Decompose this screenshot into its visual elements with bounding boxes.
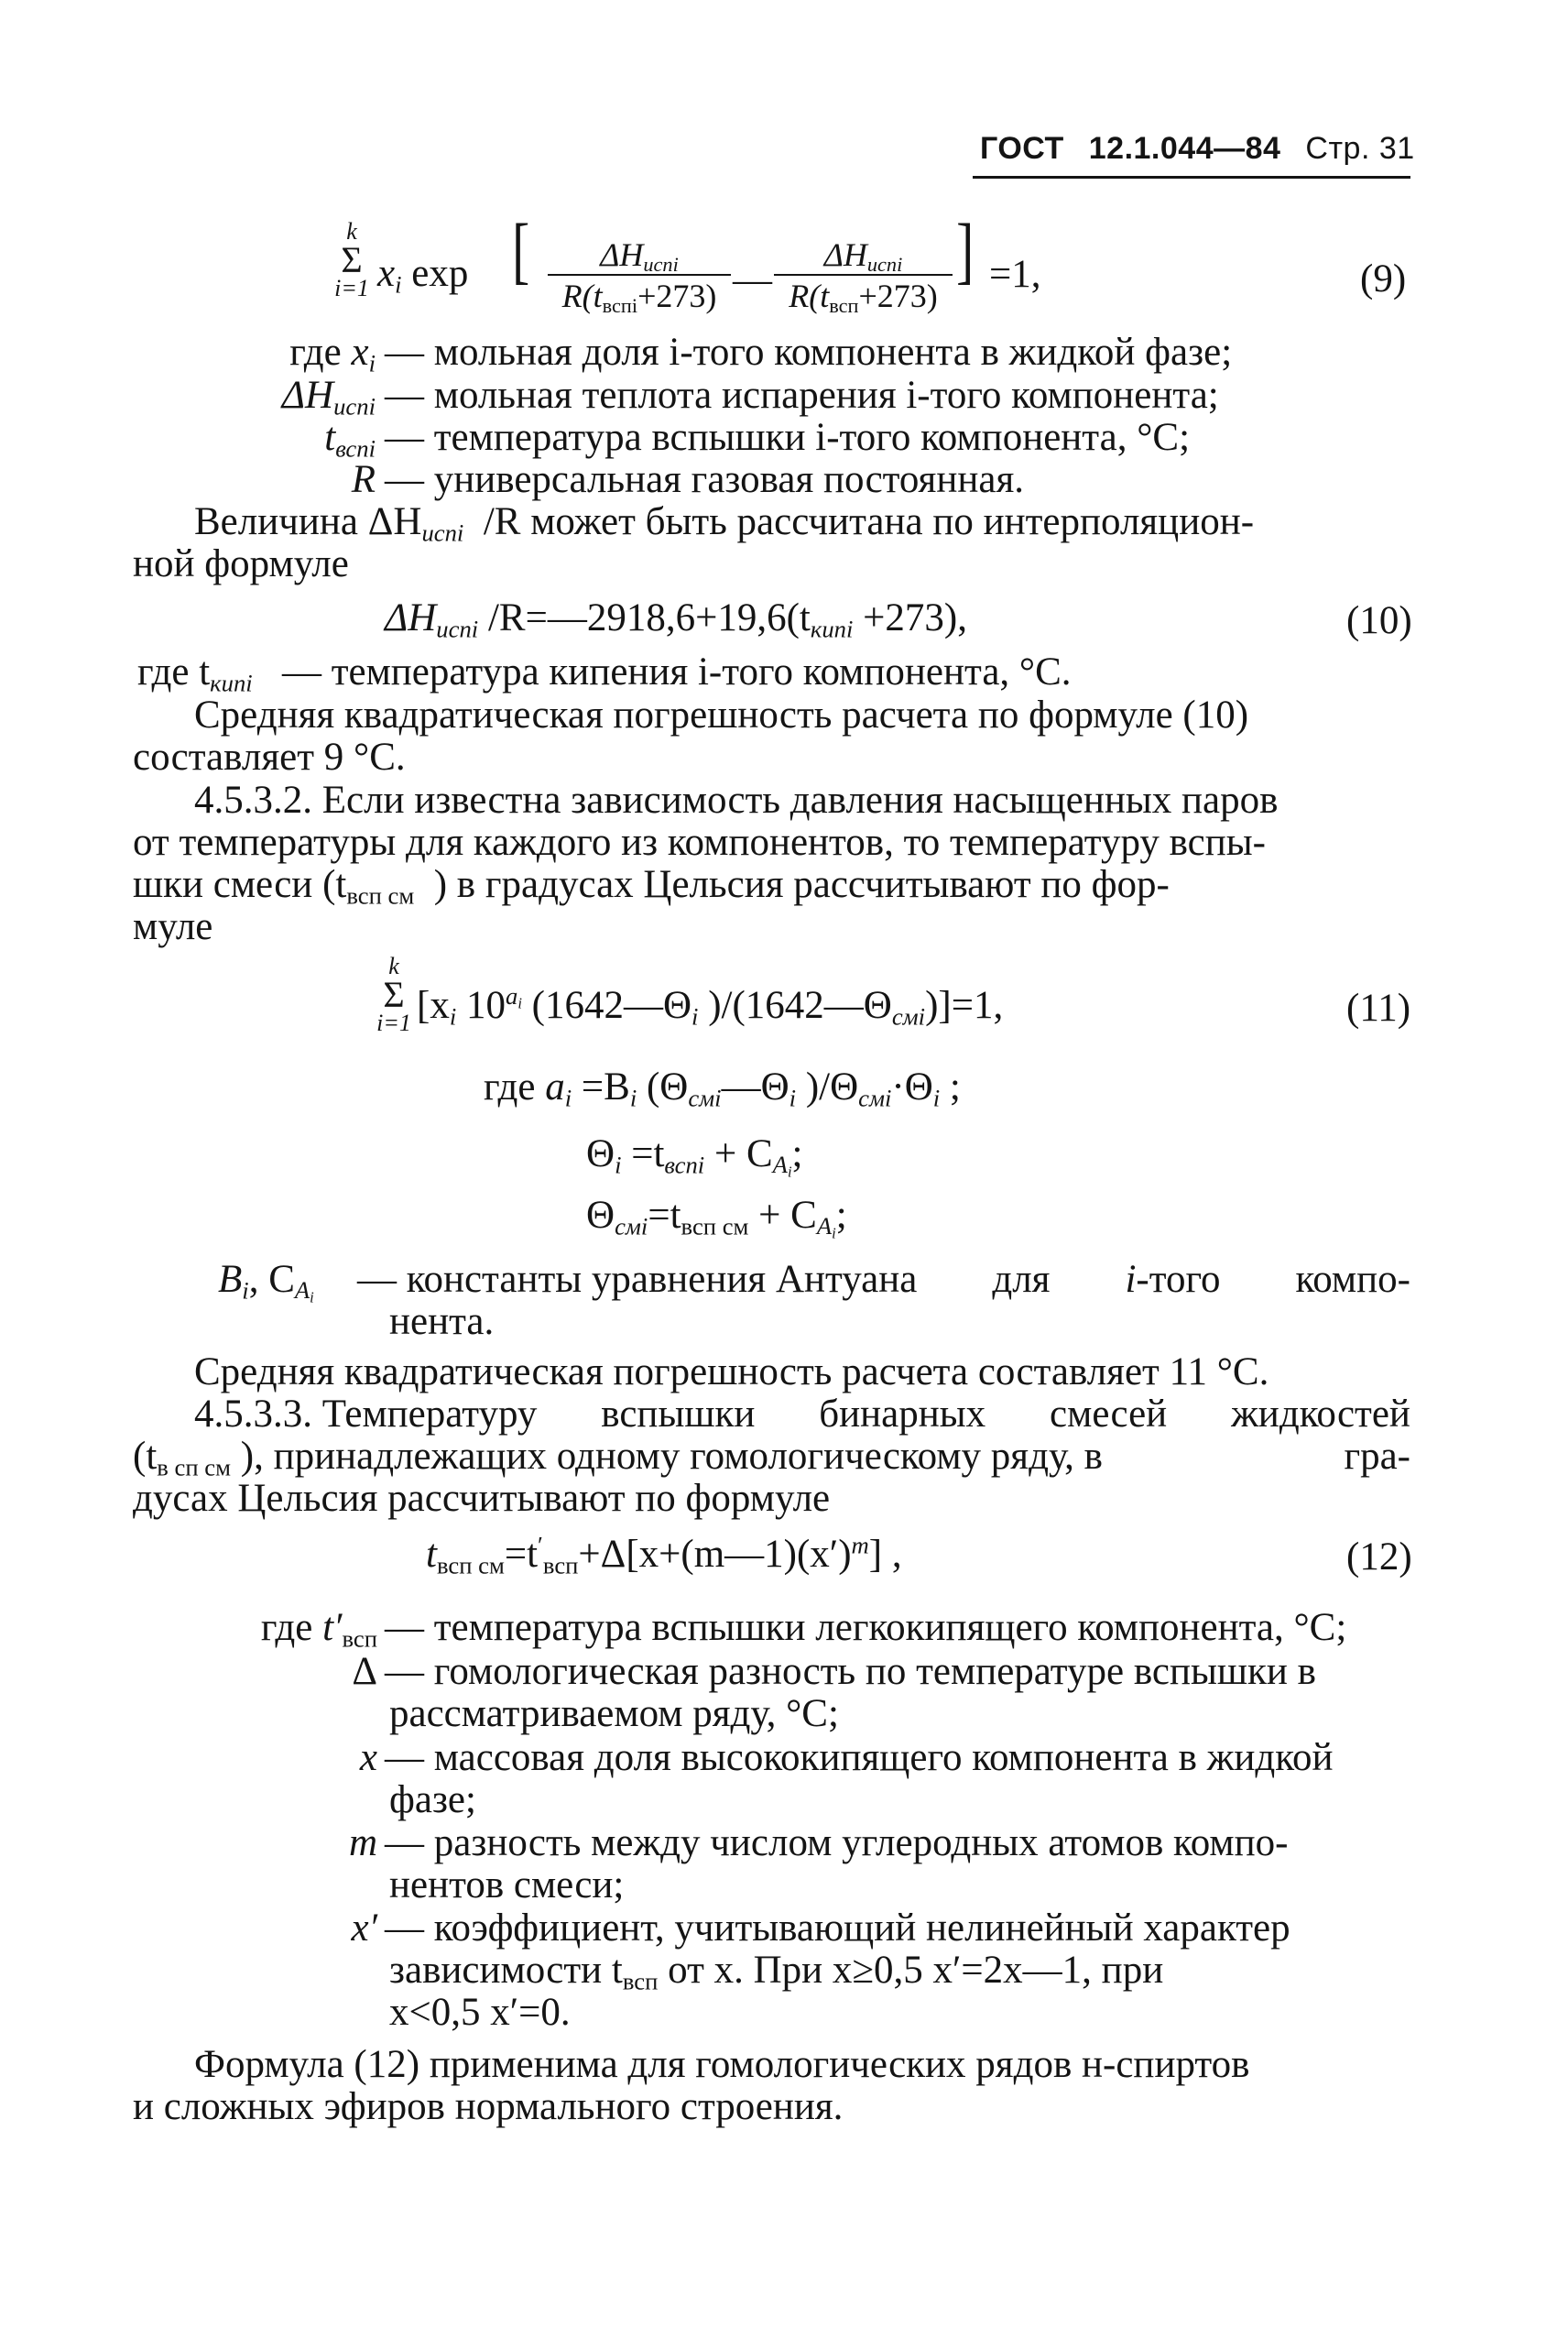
right-bracket: ] bbox=[956, 208, 975, 291]
eq11-number: (11) bbox=[1346, 987, 1411, 1030]
where-text: — температура вспышки i-того компонента, °С; bbox=[385, 416, 1191, 459]
where-label: где $x_i$ bbox=[289, 331, 376, 377]
sum-symbol: k Σ i=1 bbox=[334, 218, 369, 301]
where-11-text: — константы уравнения Антуана для i-того компо- bbox=[357, 1258, 1410, 1301]
paragraph-value-line2: ной формуле bbox=[133, 542, 349, 585]
eq10-number: (10) bbox=[1346, 599, 1412, 642]
page-number: Стр. 31 bbox=[1305, 131, 1415, 166]
section-4532-line3: шки смеси ($t_{всп см}$ ) в градусах Цельсия рассчитывают по фор- bbox=[133, 863, 1170, 910]
where-label: x′ bbox=[351, 1906, 377, 1950]
section-4532-line2: от температуры для каждого из компонентов, то температуру вспы- bbox=[133, 821, 1266, 864]
where-11-line2: нента. bbox=[389, 1300, 495, 1343]
paragraph-value-line1: Величина $\Delta H_{испi}$ /R может быть рассчитана по интерполяцион- bbox=[194, 500, 1255, 547]
standard-number: 12.1.044—84 bbox=[1088, 131, 1281, 166]
section-4533-line3: дусах Цельсия рассчитывают по формуле bbox=[133, 1477, 831, 1520]
eq11-where-line1: где $a_i =B_i$ ($\Theta_{смi}—\Theta_i$ )$/\Theta_{смi}\cdot\Theta_i$ ; bbox=[484, 1065, 961, 1112]
equation-12: $t_{всп см}=t'_{всп}+\Delta[x+(m—1)(x')^m]$ , bbox=[426, 1531, 902, 1579]
where-text-cont: x<0,5 x′=0. bbox=[389, 1991, 571, 2034]
formula12-paragraph-line2: и сложных эфиров нормального строения. bbox=[133, 2085, 844, 2128]
eq9-rhs: =1, bbox=[989, 253, 1041, 296]
section-4532-line1: 4.5.3.2. Если известна зависимость давления насыщенных паров bbox=[194, 779, 1279, 822]
where-label: x bbox=[359, 1736, 377, 1779]
where-text: — коэффициент, учитывающий нелинейный характер bbox=[385, 1906, 1290, 1950]
equation-10: $\Delta H_{испi}$ $/R=—2918,6+19,6(t_{кипi} +273)$, bbox=[385, 596, 967, 643]
where-label: $\Delta H_{испi}$ bbox=[281, 374, 376, 421]
where-10: где $t_{кипi}$ — температура кипения i-того компонента, °С. bbox=[137, 650, 1072, 697]
equation-11: [$x_i$ $10^{a_i}$ ($1642—\Theta_i$ )$/(1642—\Theta_{смi})]=1$, bbox=[417, 982, 1004, 1031]
where-text-cont: зависимости $t_{всп}$ от x. При x≥0,5 x′=2x—1, при bbox=[389, 1949, 1164, 1995]
formula12-paragraph-line1: Формула (12) применима для гомологических рядов н-спиртов bbox=[194, 2043, 1250, 2086]
where-text-cont: рассматриваемом ряду, °С; bbox=[389, 1692, 839, 1735]
where-text: — мольная теплота испарения i-того компонента; bbox=[385, 374, 1219, 417]
where-text-cont: нентов смеси; bbox=[389, 1863, 625, 1906]
error-paragraph-1-line1: Средняя квадратическая погрешность расчета по формуле (10) bbox=[194, 694, 1249, 737]
where-text: — разность между числом углеродных атомов компо- bbox=[385, 1821, 1289, 1864]
eq9-fraction-1: $\Delta H_{испi}$ $R(t_{вспi}+273)$ bbox=[548, 236, 731, 316]
section-4533-line2: ($t_{в сп см}$ ), принадлежащих одному гомологическому ряду, в гра- bbox=[133, 1435, 1410, 1481]
left-bracket: [ bbox=[512, 208, 530, 291]
where-text-cont: фазе; bbox=[389, 1778, 476, 1821]
error-paragraph-2: Средняя квадратическая погрешность расчета составляет 11 °С. bbox=[194, 1350, 1269, 1393]
where-label: m bbox=[348, 1821, 377, 1864]
where-label: где $t'_{всп}$ bbox=[260, 1606, 377, 1653]
where-label: Δ bbox=[352, 1650, 377, 1693]
where-text: — гомологическая разность по температуре вспышки в bbox=[385, 1650, 1316, 1693]
eq11-where-line3: $\Theta_{смi}=t_{всп см} + C_{A_i}$; bbox=[586, 1194, 847, 1243]
eq11-where-line2: $\Theta_i =t_{вспi} + C_{A_i}$; bbox=[586, 1132, 803, 1182]
section-4532-line4: муле bbox=[133, 905, 213, 948]
where-11-label: $B_i$, $C_{A_i}$ bbox=[218, 1258, 314, 1307]
where-text: — массовая доля высококипящего компонента в жидкой bbox=[385, 1736, 1334, 1779]
where-label: $t_{вспi}$ bbox=[324, 416, 376, 463]
sum-symbol: k Σ i=1 bbox=[376, 953, 411, 1036]
eq9-lead: $x_i$ exp bbox=[377, 252, 469, 299]
eq9-fraction-2: $\Delta H_{испi}$ $R(t_{всп}+273)$ bbox=[774, 236, 953, 316]
eq9-number: (9) bbox=[1360, 257, 1407, 300]
page-header bbox=[980, 131, 1415, 167]
section-4533-line1: 4.5.3.3. Температуру вспышки бинарных смесей жидкостей bbox=[194, 1393, 1410, 1436]
error-paragraph-1-line2: составляет 9 °С. bbox=[133, 736, 406, 779]
where-text: — температура вспышки легкокипящего компонента, °С; bbox=[385, 1606, 1347, 1649]
gost-label: ГОСТ bbox=[980, 131, 1064, 166]
header-rule bbox=[973, 176, 1410, 179]
minus-sign: — bbox=[733, 258, 772, 301]
eq12-number: (12) bbox=[1346, 1535, 1412, 1579]
where-text: — универсальная газовая постоянная. bbox=[385, 458, 1024, 501]
where-text: — мольная доля i-того компонента в жидкой фазе; bbox=[385, 331, 1233, 374]
where-label: R bbox=[351, 458, 376, 501]
